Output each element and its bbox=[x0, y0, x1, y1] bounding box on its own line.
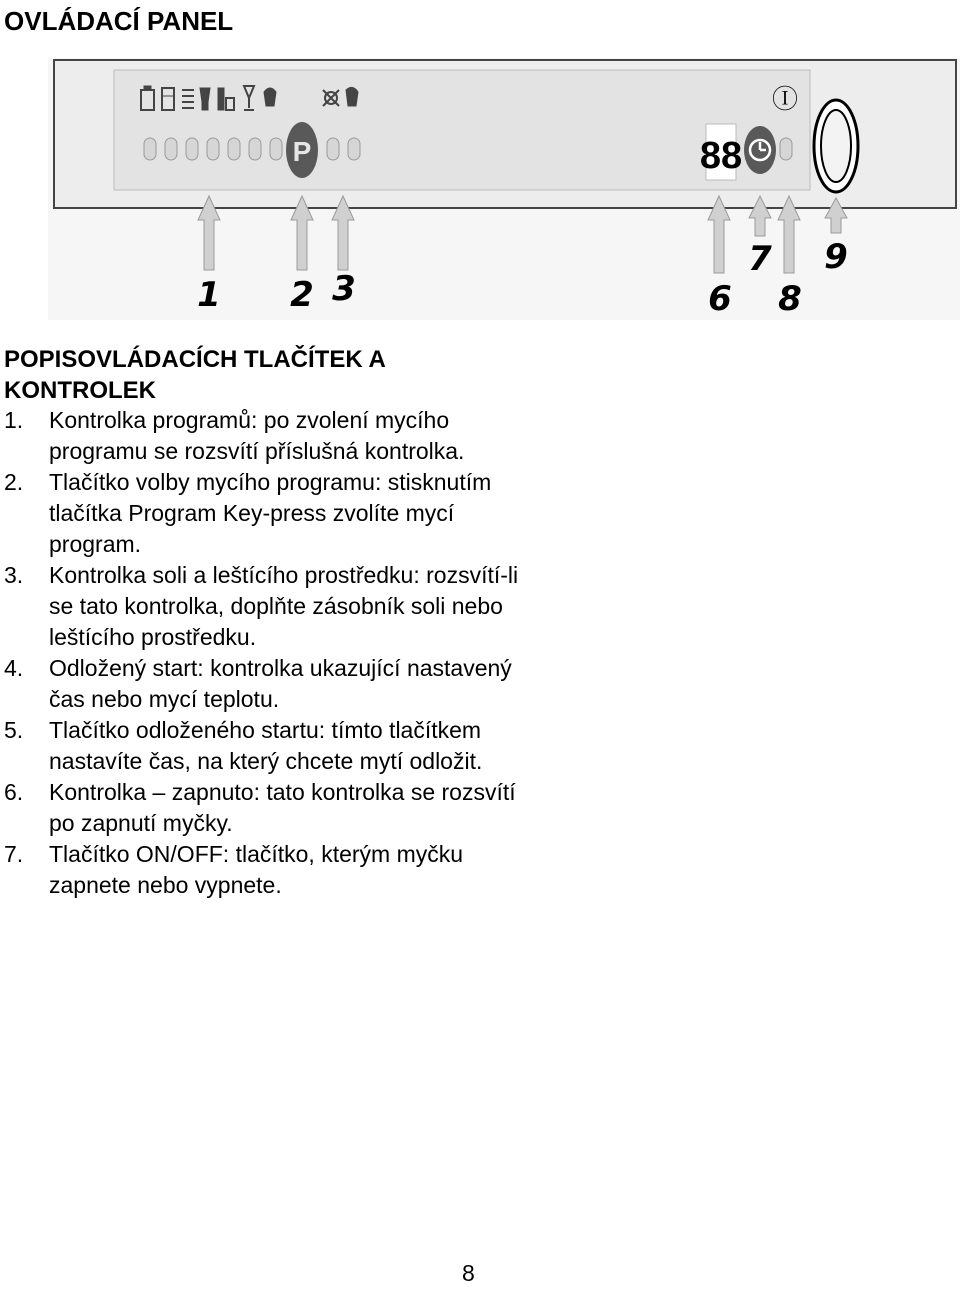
delay-start-button[interactable] bbox=[744, 126, 776, 174]
page-heading: OVLÁDACÍ PANEL bbox=[4, 6, 234, 36]
program-light-3 bbox=[186, 138, 198, 160]
power-light bbox=[780, 138, 792, 160]
callout-label-6: 6 bbox=[708, 279, 732, 319]
list-item bbox=[4, 839, 524, 901]
description-list bbox=[4, 405, 524, 901]
callout-label-2: 2 bbox=[290, 275, 314, 315]
item-text: Kontrolka programů: po zvolení mycího programu se rozsvítí příslušná kontrolka. bbox=[49, 407, 465, 464]
item-number: 1. bbox=[4, 407, 24, 433]
program-button[interactable] bbox=[286, 122, 318, 178]
item-text: Odložený start: kontrolka ukazující nastavený čas nebo mycí teplotu. bbox=[49, 655, 512, 712]
item-number: 2. bbox=[4, 469, 24, 495]
page-number: 8 bbox=[462, 1260, 475, 1286]
callout-label-1: 1 bbox=[197, 275, 221, 315]
item-number: 6. bbox=[4, 779, 24, 805]
list-item bbox=[4, 715, 524, 777]
list-item bbox=[4, 405, 524, 467]
callout-label-8: 8 bbox=[778, 279, 802, 319]
on-off-button[interactable] bbox=[814, 100, 858, 192]
dry-icon bbox=[264, 88, 276, 106]
rinse-aid-icon bbox=[346, 87, 358, 106]
program-light-1 bbox=[144, 138, 156, 160]
item-number: 7. bbox=[4, 841, 24, 867]
delay-display bbox=[700, 124, 742, 180]
power-symbol-icon: Ⓘ bbox=[771, 85, 799, 115]
item-text: Tlačítko ON/OFF: tlačítko, kterým myčku zapnete nebo vypnete. bbox=[49, 841, 464, 898]
callout-label-3: 3 bbox=[332, 269, 356, 309]
rinse-aid-light bbox=[348, 138, 360, 160]
callout-label-9: 9 bbox=[824, 237, 848, 277]
list-item bbox=[4, 653, 524, 715]
program-light-2 bbox=[165, 138, 177, 160]
list-item bbox=[4, 777, 524, 839]
section-title: POPISOVLÁDACÍCH TLAČÍTEK A KONTROLEK bbox=[4, 346, 385, 404]
program-light-4 bbox=[207, 138, 219, 160]
delay-display-digits: 88 bbox=[699, 135, 743, 177]
brush-icon bbox=[200, 88, 210, 110]
program-light-7 bbox=[270, 138, 282, 160]
item-text: Tlačítko volby mycího programu: stisknutím tlačítka Program Key-press zvolíte mycí program. bbox=[49, 469, 492, 557]
item-text: Kontrolka soli a leštícího prostředku: rozsvítí-li se tato kontrolka, doplňte zásobník soli nebo leštícího prostředku. bbox=[49, 562, 519, 650]
list-item bbox=[4, 467, 524, 560]
program-button-label: P bbox=[292, 136, 312, 167]
callout-label-7: 7 bbox=[748, 239, 772, 279]
salt-light bbox=[327, 138, 339, 160]
item-text: Kontrolka – zapnuto: tato kontrolka se rozsvítí po zapnutí myčky. bbox=[49, 779, 516, 836]
control-panel-figure bbox=[48, 58, 960, 320]
program-light-5 bbox=[228, 138, 240, 160]
item-number: 5. bbox=[4, 717, 24, 743]
program-light-6 bbox=[249, 138, 261, 160]
item-number: 4. bbox=[4, 655, 24, 681]
item-number: 3. bbox=[4, 562, 24, 588]
salt-icon bbox=[323, 90, 339, 106]
item-text: Tlačítko odloženého startu: tímto tlačítkem nastavíte čas, na který chcete mytí odložit. bbox=[49, 717, 483, 774]
list-item bbox=[4, 560, 524, 653]
